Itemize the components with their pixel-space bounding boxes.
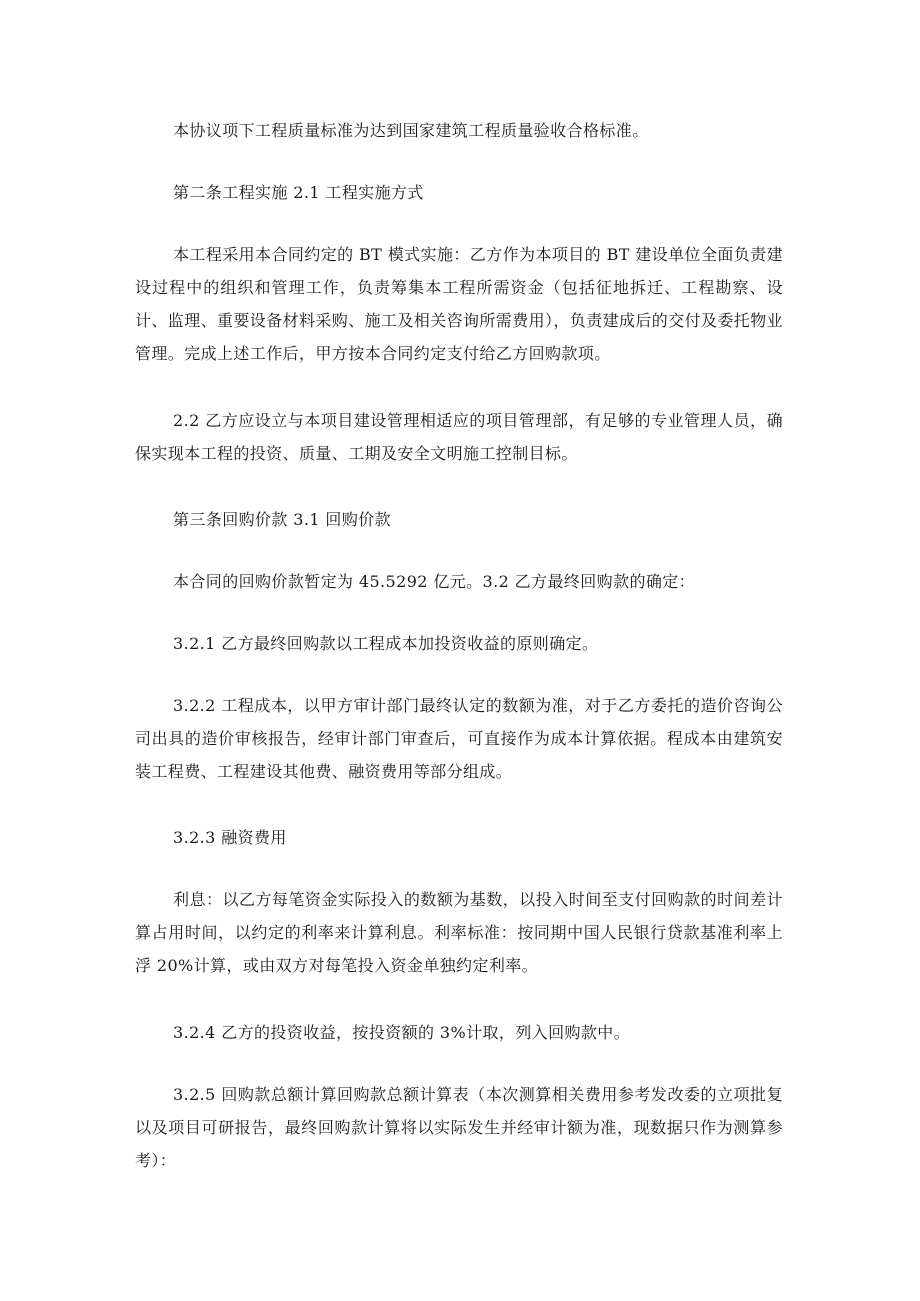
paragraph-2-2: 2.2 乙方应设立与本项目建设管理相适应的项目管理部，有足够的专业管理人员，确保实现本工程的投资、质量、工期及安全文明施工控制目标。: [135, 411, 783, 463]
paragraph-bt-mode: 本工程采用本合同约定的 BT 模式实施：乙方作为本项目的 BT 建设单位全面负责建设过程中的组织和管理工作，负责筹集本工程所需资金（包括征地拆迁、工程勘察、设计、监理、重要设备材料采购、施工及相关咨询所需费用），负责建成后的交付及委托物业管理。完成上述工作后，甲方按本合同约定支付给乙方回购款项。: [135, 245, 784, 363]
heading-3-2-3: 3.2.3 融资费用: [173, 828, 287, 847]
paragraph-repurchase-price: 本合同的回购价款暂定为 45.5292 亿元。3.2 乙方最终回购款的确定：: [173, 572, 696, 591]
paragraph-3-2-4: 3.2.4 乙方的投资收益，按投资额的 3%计取，列入回购款中。: [173, 1023, 631, 1042]
paragraph-3-2-1: 3.2.1 乙方最终回购款以工程成本加投资收益的原则确定。: [173, 634, 599, 653]
paragraph-quality-standard: 本协议项下工程质量标准为达到国家建筑工程质量验收合格标准。: [173, 121, 649, 140]
heading-article-3: 第三条回购价款 3.1 回购价款: [173, 510, 392, 529]
paragraph-3-2-2: 3.2.2 工程成本，以甲方审计部门最终认定的数额为准，对于乙方委托的造价咨询公司出具的造价审核报告，经审计部门审查后，可直接作为成本计算依据。程成本由建筑安装工程费、工程建设其他费、融资费用等部分组成。: [135, 696, 783, 781]
paragraph-interest: 利息：以乙方每笔资金实际投入的数额为基数，以投入时间至支付回购款的时间差计算占用时间，以约定的利率来计算利息。利率标准：按同期中国人民银行贷款基准利率上浮 20%计算，或由双方对每笔投入资金单独约定利率。: [135, 890, 783, 975]
heading-article-2: 第二条工程实施 2.1 工程实施方式: [173, 183, 424, 202]
paragraph-3-2-5: 3.2.5 回购款总额计算回购款总额计算表（本次测算相关费用参考发改委的立项批复以及项目可研报告，最终回购款计算将以实际发生并经审计额为准，现数据只作为测算参考）：: [135, 1085, 783, 1170]
